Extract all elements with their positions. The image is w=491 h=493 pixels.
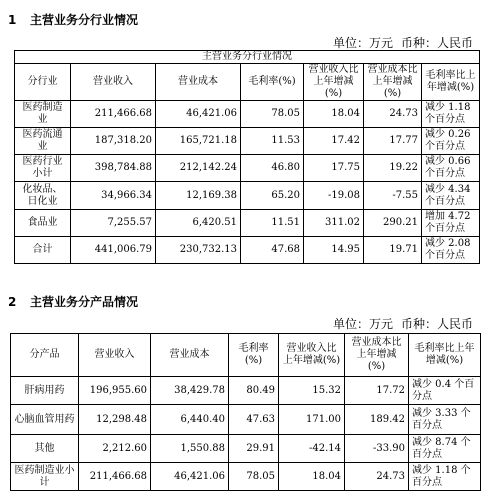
table1-cell: -19.08 [304,182,364,210]
table1-cell: 311.02 [304,210,364,237]
table2-cell: 17.72 [345,377,409,405]
table2-cell: 心脑血管用药 [11,405,79,435]
table1-cell: 165,721.18 [156,128,241,155]
table1-cell: 211,466.68 [71,101,156,128]
table-row [15,237,480,264]
table1-cell: -7.55 [364,182,422,210]
table1-cell: 17.75 [304,155,364,182]
table1-header-cell: 毛利率(%) [241,64,304,101]
table1-cell: 减少 0.66 个百分点 [422,155,480,182]
section2-unit-line [325,315,473,332]
table2-cell: 189.42 [345,405,409,435]
table1-cell: 46,421.06 [156,101,241,128]
table1-cell: 医药流通业 [15,128,71,155]
table-row [15,210,480,237]
table2-cell: 15.32 [279,377,345,405]
section1-unit-label: 单位：万元 [332,36,393,50]
table2-cell: 196,955.60 [79,377,151,405]
product-table [10,333,481,491]
table1-cell: 78.05 [241,101,304,128]
table2-header-cell: 营业成本 [151,334,229,377]
table2-header-cell: 毛利率(%) [229,334,279,377]
table1-cell: 18.04 [304,101,364,128]
table1-cell: 11.51 [241,210,304,237]
table2-cell: 12,298.48 [79,405,151,435]
table2-cell: 46,421.06 [151,463,229,491]
table2-cell: -42.14 [279,435,345,463]
table1-cell: 24.73 [364,101,422,128]
table2-header-cell: 营业收入 [79,334,151,377]
section1-unit-line [325,34,473,51]
table1-caption: 主营业务分行业情况 [15,51,480,64]
table1-cell: 17.42 [304,128,364,155]
table1-cell: 医药制造业 [15,101,71,128]
section1-number: 1 [8,13,17,27]
table-row [15,155,480,182]
table1-cell: 12,169.38 [156,182,241,210]
table1-cell: 290.21 [364,210,422,237]
table2-cell: -33.90 [345,435,409,463]
table1-header-cell: 分行业 [15,64,71,101]
table2-cell: 18.04 [279,463,345,491]
table1-cell: 减少 1.18 个百分点 [422,101,480,128]
table1-cell: 14.95 [304,237,364,264]
table1-header-cell: 营业成本比上年增减(%) [364,64,422,101]
table-row [11,405,481,435]
table1-cell: 合计 [15,237,71,264]
table2-cell: 211,466.68 [79,463,151,491]
table1-cell: 230,732.13 [156,237,241,264]
section1-title: 主营业务分行业情况 [30,13,139,27]
table-row [11,463,481,491]
table-row [15,182,480,210]
table2-cell: 肝病用药 [11,377,79,405]
table1-cell: 6,420.51 [156,210,241,237]
section2-heading [8,293,138,310]
table2-header-cell: 分产品 [11,334,79,377]
table2-cell: 减少 3.33 个百分点 [409,405,481,435]
table2-cell: 47.63 [229,405,279,435]
table1-cell: 19.22 [364,155,422,182]
table2-cell: 24.73 [345,463,409,491]
table1-cell: 11.53 [241,128,304,155]
table2-cell: 1,550.88 [151,435,229,463]
table1-cell: 441,006.79 [71,237,156,264]
section1-heading [8,11,138,28]
table1-cell: 398,784.88 [71,155,156,182]
table1-cell: 化妆品、日化业 [15,182,71,210]
table1-cell: 187,318.20 [71,128,156,155]
table2-header-cell: 毛利率比上年增减(%) [409,334,481,377]
section2-title: 主营业务分产品情况 [30,295,139,309]
table1-cell: 65.20 [241,182,304,210]
table-row [15,128,480,155]
table2-cell: 38,429.78 [151,377,229,405]
table2-cell: 医药制造业小计 [11,463,79,491]
table2-cell: 171.00 [279,405,345,435]
section1-currency-label: 币种：人民币 [400,36,473,50]
table1-cell: 食品业 [15,210,71,237]
table1-cell: 减少 4.34 个百分点 [422,182,480,210]
table2-header-cell: 营业成本比上年增减(%) [345,334,409,377]
table1-cell: 增加 4.72 个百分点 [422,210,480,237]
table1-header-cell: 营业成本 [156,64,241,101]
table1-cell: 34,966.34 [71,182,156,210]
table2-cell: 2,212.60 [79,435,151,463]
table2-cell: 减少 1.18 个百分点 [409,463,481,491]
table1-cell: 减少 0.26 个百分点 [422,128,480,155]
section2-currency-label: 币种：人民币 [400,317,473,331]
table2-cell: 80.49 [229,377,279,405]
table2-cell: 其他 [11,435,79,463]
table2-header-cell: 营业收入比上年增减(%) [279,334,345,377]
table1-cell: 17.77 [364,128,422,155]
table1-header-cell: 毛利率比上年增减(%) [422,64,480,101]
table2-cell: 减少 0.4 个百分点 [409,377,481,405]
table2-cell: 6,440.40 [151,405,229,435]
table1-cell: 医药行业小计 [15,155,71,182]
section2-unit-label: 单位：万元 [332,317,393,331]
table-row [11,435,481,463]
table1-cell: 212,142.24 [156,155,241,182]
table-row [11,377,481,405]
table2-cell: 29.91 [229,435,279,463]
table1-cell: 7,255.57 [71,210,156,237]
table1-cell: 47.68 [241,237,304,264]
table1-header-cell: 营业收入比上年增减(%) [304,64,364,101]
table2-cell: 78.05 [229,463,279,491]
table1-cell: 46.80 [241,155,304,182]
table1-cell: 减少 2.08 个百分点 [422,237,480,264]
table-row [15,101,480,128]
industry-table [14,50,480,264]
section2-number: 2 [8,295,17,309]
table1-cell: 19.71 [364,237,422,264]
table2-cell: 减少 8.74 个百分点 [409,435,481,463]
table1-header-cell: 营业收入 [71,64,156,101]
